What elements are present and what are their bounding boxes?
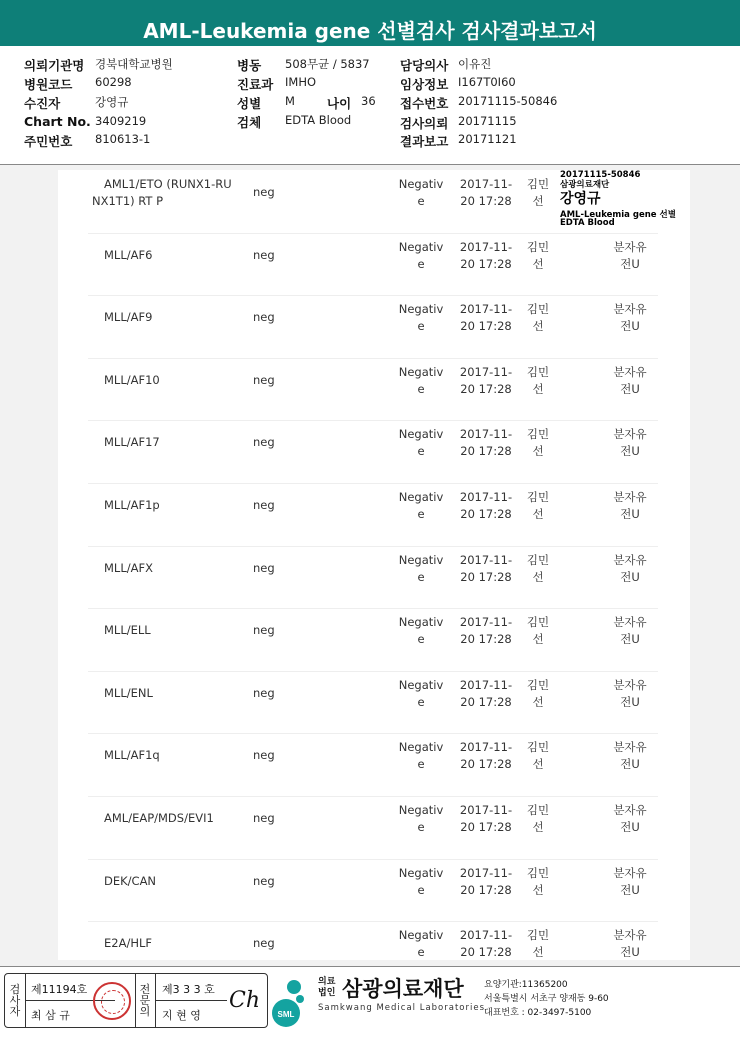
test-performer: 김민 선 xyxy=(526,427,550,459)
report-title-bar xyxy=(0,0,740,46)
examiner-seal-icon xyxy=(93,982,131,1020)
sex-value: M xyxy=(285,94,295,108)
test-name: MLL/ENL xyxy=(104,685,153,700)
test-datetime: 2017-11- 20 17:28 xyxy=(459,740,513,772)
sex-label: 성별 xyxy=(237,96,262,111)
specialist-signature: Ch xyxy=(229,988,261,1013)
test-result: neg xyxy=(253,372,275,387)
test-interpretation: Negativ e xyxy=(398,490,444,521)
test-interpretation: Negativ e xyxy=(398,427,444,459)
specimen-value: EDTA Blood xyxy=(285,113,352,127)
org-code: 요양기관:11365200 xyxy=(484,980,568,990)
test-department: 분자유 전U xyxy=(613,302,647,334)
clinical-label: 임상정보 xyxy=(400,77,449,92)
specialist-vertical-label: 전 문 의 xyxy=(139,983,151,1018)
test-performer: 김민 선 xyxy=(526,803,550,834)
sticker-test: AML-Leukemia gene 선별 xyxy=(560,210,676,220)
test-datetime: 2017-11- 20 17:28 xyxy=(459,302,513,334)
examiner-name: 최 삼 규 xyxy=(31,1009,70,1022)
test-datetime: 2017-11- 20 17:28 xyxy=(459,552,513,584)
result-row xyxy=(88,921,658,960)
result-row xyxy=(88,608,658,672)
age-label: 나이 xyxy=(327,96,352,111)
test-result: neg xyxy=(253,560,275,575)
test-datetime: 2017-11- 20 17:28 xyxy=(459,865,513,897)
request-label: 검사의뢰 xyxy=(400,116,449,131)
specialist-name: 지 현 영 xyxy=(162,1009,201,1022)
request-value: 20171115 xyxy=(458,114,517,128)
test-performer: 김민 선 xyxy=(526,740,550,772)
test-performer: 김민 선 xyxy=(526,302,550,334)
test-result: neg xyxy=(253,748,275,763)
test-department: 분자유 전U xyxy=(613,928,647,960)
test-name: MLL/AF6 xyxy=(104,247,153,262)
result-row xyxy=(88,420,658,484)
test-department: 분자유 전U xyxy=(613,552,647,584)
code-value: 60298 xyxy=(95,75,132,89)
chart-value: 3409219 xyxy=(95,114,147,128)
test-datetime: 2017-11- 20 17:28 xyxy=(459,177,513,208)
test-name: MLL/AF1p xyxy=(104,498,160,512)
test-datetime: 2017-11- 20 17:28 xyxy=(459,427,513,459)
test-datetime: 2017-11- 20 17:28 xyxy=(459,803,513,834)
report-value: 20171121 xyxy=(458,132,517,146)
test-datetime: 2017-11- 20 17:28 xyxy=(459,928,513,960)
report-label: 결과보고 xyxy=(400,134,449,149)
chart-label: Chart No. xyxy=(24,114,91,129)
test-result: neg xyxy=(253,873,275,888)
result-row xyxy=(88,733,658,797)
patient-info-panel xyxy=(0,46,740,165)
resident-label: 주민번호 xyxy=(24,134,73,149)
ward-value: 508무균 / 5837 xyxy=(285,57,370,71)
sticker-specimen: EDTA Blood xyxy=(560,218,615,228)
org-type: 의료 법인 xyxy=(318,977,336,998)
test-interpretation: Negativ e xyxy=(398,740,444,772)
test-datetime: 2017-11- 20 17:28 xyxy=(459,364,513,396)
test-interpretation: Negativ e xyxy=(398,803,444,834)
specialist-license: 제3 3 3 호 xyxy=(162,983,215,996)
test-name: E2A/HLF xyxy=(104,936,152,951)
test-name: MLL/ELL xyxy=(104,623,151,638)
test-interpretation: Negativ e xyxy=(398,677,444,709)
sticker-receipt: 20171115-50846 xyxy=(560,170,641,180)
result-row xyxy=(88,859,658,923)
test-datetime: 2017-11- 20 17:28 xyxy=(459,677,513,709)
test-interpretation: Negativ e xyxy=(398,177,444,208)
test-datetime: 2017-11- 20 17:28 xyxy=(459,239,513,271)
report-title: AML-Leukemia gene 선별검사 검사결과보고서 xyxy=(143,18,597,43)
test-interpretation: Negativ e xyxy=(398,865,444,897)
test-performer: 김민 선 xyxy=(526,928,550,960)
age-value: 36 xyxy=(361,94,376,108)
result-row xyxy=(88,295,658,359)
result-row xyxy=(88,546,658,610)
test-performer: 김민 선 xyxy=(526,490,550,521)
signature-box xyxy=(4,973,268,1028)
test-interpretation: Negativ e xyxy=(398,364,444,396)
doctor-label: 담당의사 xyxy=(400,58,449,73)
test-interpretation: Negativ e xyxy=(398,239,444,271)
dept-label: 진료과 xyxy=(237,77,274,92)
test-performer: 김민 선 xyxy=(526,177,550,208)
org-name: 삼광의료재단 xyxy=(342,977,464,1001)
test-department: 분자유 전U xyxy=(613,427,647,459)
test-performer: 김민 선 xyxy=(526,615,550,647)
result-row xyxy=(88,796,658,860)
org-address: 서울특별시 서초구 양재동 9-60 xyxy=(484,994,609,1004)
test-department: 분자유 전U xyxy=(613,615,647,647)
examiner-vertical-label: 검 사 자 xyxy=(9,983,21,1018)
sticker-patient: 강영규 xyxy=(560,191,601,207)
test-department: 분자유 전U xyxy=(613,239,647,271)
test-name: MLL/AFX xyxy=(104,560,153,575)
hospital-value: 경북대학교병원 xyxy=(95,57,173,71)
test-result: neg xyxy=(253,811,275,825)
test-result: neg xyxy=(253,310,275,325)
test-name: MLL/AF17 xyxy=(104,435,160,450)
org-phone: 대표번호 : 02-3497-5100 xyxy=(484,1008,592,1018)
results-sheet[interactable] xyxy=(58,170,690,960)
receipt-label: 접수번호 xyxy=(400,96,449,111)
sticker-org: 삼광의료재단 xyxy=(560,180,610,190)
test-performer: 김민 선 xyxy=(526,865,550,897)
code-label: 병원코드 xyxy=(24,77,73,92)
test-performer: 김민 선 xyxy=(526,677,550,709)
test-performer: 김민 선 xyxy=(526,239,550,271)
result-row xyxy=(88,483,658,547)
test-name: AML/EAP/MDS/EVI1 xyxy=(104,811,214,825)
test-department: 분자유 전U xyxy=(613,740,647,772)
test-name: DEK/CAN xyxy=(104,873,157,888)
result-row xyxy=(88,671,658,735)
specimen-sticker xyxy=(558,170,690,232)
receipt-value: 20171115-50846 xyxy=(458,94,558,108)
patient-label: 수진자 xyxy=(24,96,61,111)
clinical-value: I167T0I60 xyxy=(458,75,516,89)
logo-text: SML xyxy=(277,1010,295,1019)
ward-label: 병동 xyxy=(237,58,262,73)
test-datetime: 2017-11- 20 17:28 xyxy=(459,490,513,521)
hospital-label: 의뢰기관명 xyxy=(24,58,85,73)
doctor-value: 이유진 xyxy=(458,57,492,71)
result-row xyxy=(88,233,658,297)
dept-value: IMHO xyxy=(285,75,317,89)
specimen-label: 검체 xyxy=(237,115,262,130)
test-interpretation: Negativ e xyxy=(398,302,444,334)
test-department: 분자유 전U xyxy=(613,364,647,396)
test-result: neg xyxy=(253,435,275,450)
test-department: 분자유 전U xyxy=(613,677,647,709)
examiner-license: 제11194호 xyxy=(31,983,88,996)
patient-value: 강영규 xyxy=(95,95,129,109)
test-name: MLL/AF1q xyxy=(104,748,160,763)
resident-value: 810613-1 xyxy=(95,132,151,146)
test-result: neg xyxy=(253,623,275,638)
test-result: neg xyxy=(253,685,275,700)
test-performer: 김민 선 xyxy=(526,364,550,396)
test-result: neg xyxy=(253,185,275,199)
test-name: MLL/AF10 xyxy=(104,372,160,387)
result-row xyxy=(88,358,658,422)
sml-logo-icon xyxy=(270,973,312,1027)
test-result: neg xyxy=(253,247,275,262)
test-datetime: 2017-11- 20 17:28 xyxy=(459,615,513,647)
org-english-name: Samkwang Medical Laboratories xyxy=(318,1003,486,1013)
test-department: 분자유 전U xyxy=(613,490,647,521)
test-name: AML1/ETO (RUNX1-RU NX1T1) RT P xyxy=(92,177,232,208)
test-department: 분자유 전U xyxy=(613,865,647,897)
test-interpretation: Negativ e xyxy=(398,615,444,647)
test-result: neg xyxy=(253,936,275,951)
test-result: neg xyxy=(253,498,275,512)
test-interpretation: Negativ e xyxy=(398,552,444,584)
test-interpretation: Negativ e xyxy=(398,928,444,960)
test-performer: 김민 선 xyxy=(526,552,550,584)
report-footer xyxy=(0,966,740,1039)
test-name: MLL/AF9 xyxy=(104,310,153,325)
test-department: 분자유 전U xyxy=(613,803,647,834)
